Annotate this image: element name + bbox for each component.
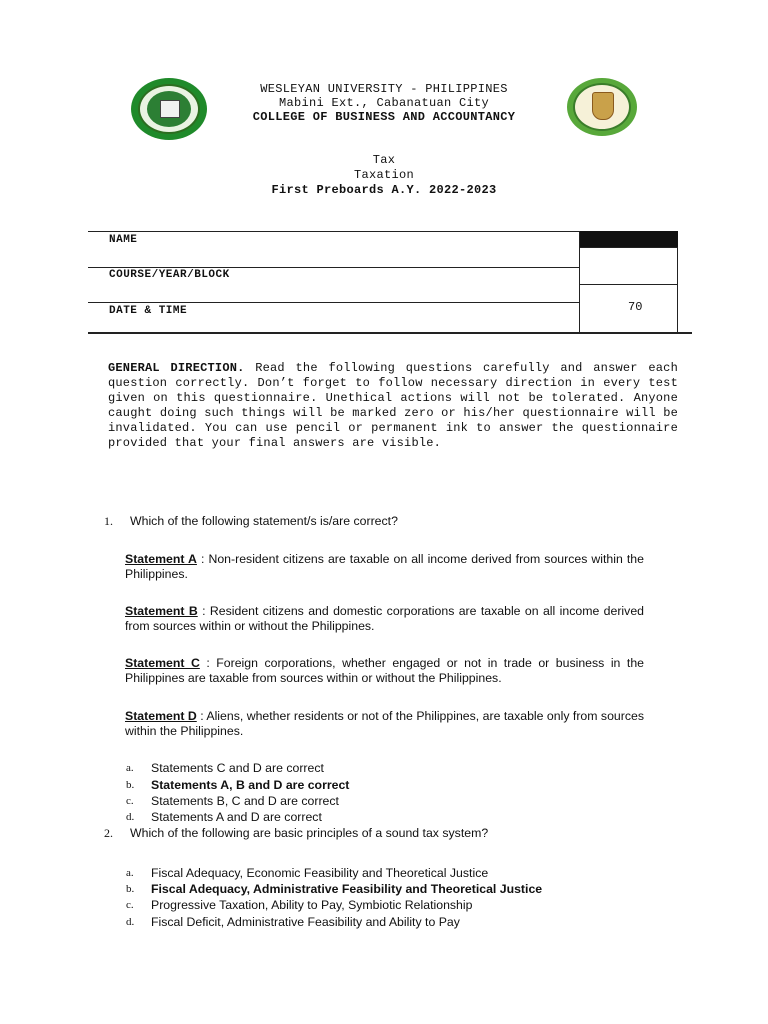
student-info-table — [88, 231, 692, 334]
option-letter: c. — [126, 795, 134, 807]
statement-label: Statement A — [125, 552, 197, 566]
option-letter: d. — [126, 916, 135, 928]
option-letter: c. — [126, 899, 134, 911]
question-number: 1. — [104, 514, 113, 528]
option-letter: b. — [126, 883, 135, 895]
option-letter: a. — [126, 867, 134, 879]
exam-title: First Preboards A.Y. 2022-2023 — [271, 183, 497, 197]
question-number: 2. — [104, 826, 113, 840]
option-letter: a. — [126, 762, 134, 774]
total-score: 70 — [628, 300, 643, 314]
statement-label: Statement B — [125, 604, 198, 618]
option-text: Statements B, C and D are correct — [151, 794, 339, 808]
question-text: Which of the following statement/s is/are correct? — [130, 514, 398, 528]
name-label: NAME — [109, 234, 138, 246]
table-line — [88, 332, 692, 334]
statement-b — [125, 604, 644, 633]
option-letter: b. — [126, 779, 135, 791]
statement-a — [125, 552, 644, 581]
university-address: Mabini Ext., Cabanatuan City — [278, 96, 490, 110]
option-text: Fiscal Deficit, Administrative Feasibility and Ability to Pay — [151, 915, 460, 929]
question-text: Which of the following are basic principles of a sound tax system? — [130, 826, 489, 840]
statement-text: : Foreign corporations, whether engaged or not in trade or business in the Philippines are taxable from sources within or without the Philippines. — [125, 656, 644, 685]
option-text-answer: Statements A, B and D are correct — [151, 778, 350, 792]
option-letter: d. — [126, 811, 135, 823]
college-name: COLLEGE OF BUSINESS AND ACCOUNTANCY — [252, 110, 516, 124]
subject-title: Tax — [372, 153, 396, 167]
table-line — [580, 247, 678, 248]
course-title: Taxation — [353, 168, 414, 182]
direction-label: GENERAL DIRECTION. — [108, 361, 245, 375]
statement-text: : Resident citizens and domestic corporations are taxable on all income derived from sources within or without the Philippines. — [125, 604, 644, 633]
statement-label: Statement C — [125, 656, 200, 670]
table-line — [580, 284, 678, 285]
university-name: WESLEYAN UNIVERSITY - PHILIPPINES — [260, 82, 508, 96]
statement-label: Statement D — [125, 709, 197, 723]
statement-c — [125, 656, 644, 685]
statement-text: : Non-resident citizens are taxable on all income derived from sources within the Philippines. — [125, 552, 644, 581]
date-time-label: DATE & TIME — [109, 305, 188, 317]
option-text-answer: Fiscal Adequacy, Administrative Feasibility and Theoretical Justice — [151, 882, 543, 896]
option-text: Statements C and D are correct — [151, 761, 324, 775]
statement-d — [125, 709, 644, 738]
direction-text: Read the following questions carefully and answer each question correctly. Don’t forget to follow necessary direction in every test given on this questionnaire. Unethical actions will not be tolerated. Anyone caught doing such things will be marked zero or his/her questionnaire will be invalidated. You can use pencil or permanent ink to answer the questionnaire provided that your final answers are visible. — [108, 361, 678, 450]
score-header-box — [580, 231, 678, 247]
statement-text: : Aliens, whether residents or not of the Philippines, are taxable only from sources within the Philippines. — [125, 709, 644, 738]
option-text: Fiscal Adequacy, Economic Feasibility and Theoretical Justice — [151, 866, 489, 880]
general-direction — [108, 361, 678, 451]
option-text: Statements A and D are correct — [151, 810, 322, 824]
table-line — [88, 267, 580, 268]
table-line — [88, 302, 580, 303]
course-year-block-label: COURSE/YEAR/BLOCK — [109, 269, 230, 281]
option-text: Progressive Taxation, Ability to Pay, Symbiotic Relationship — [151, 898, 473, 912]
